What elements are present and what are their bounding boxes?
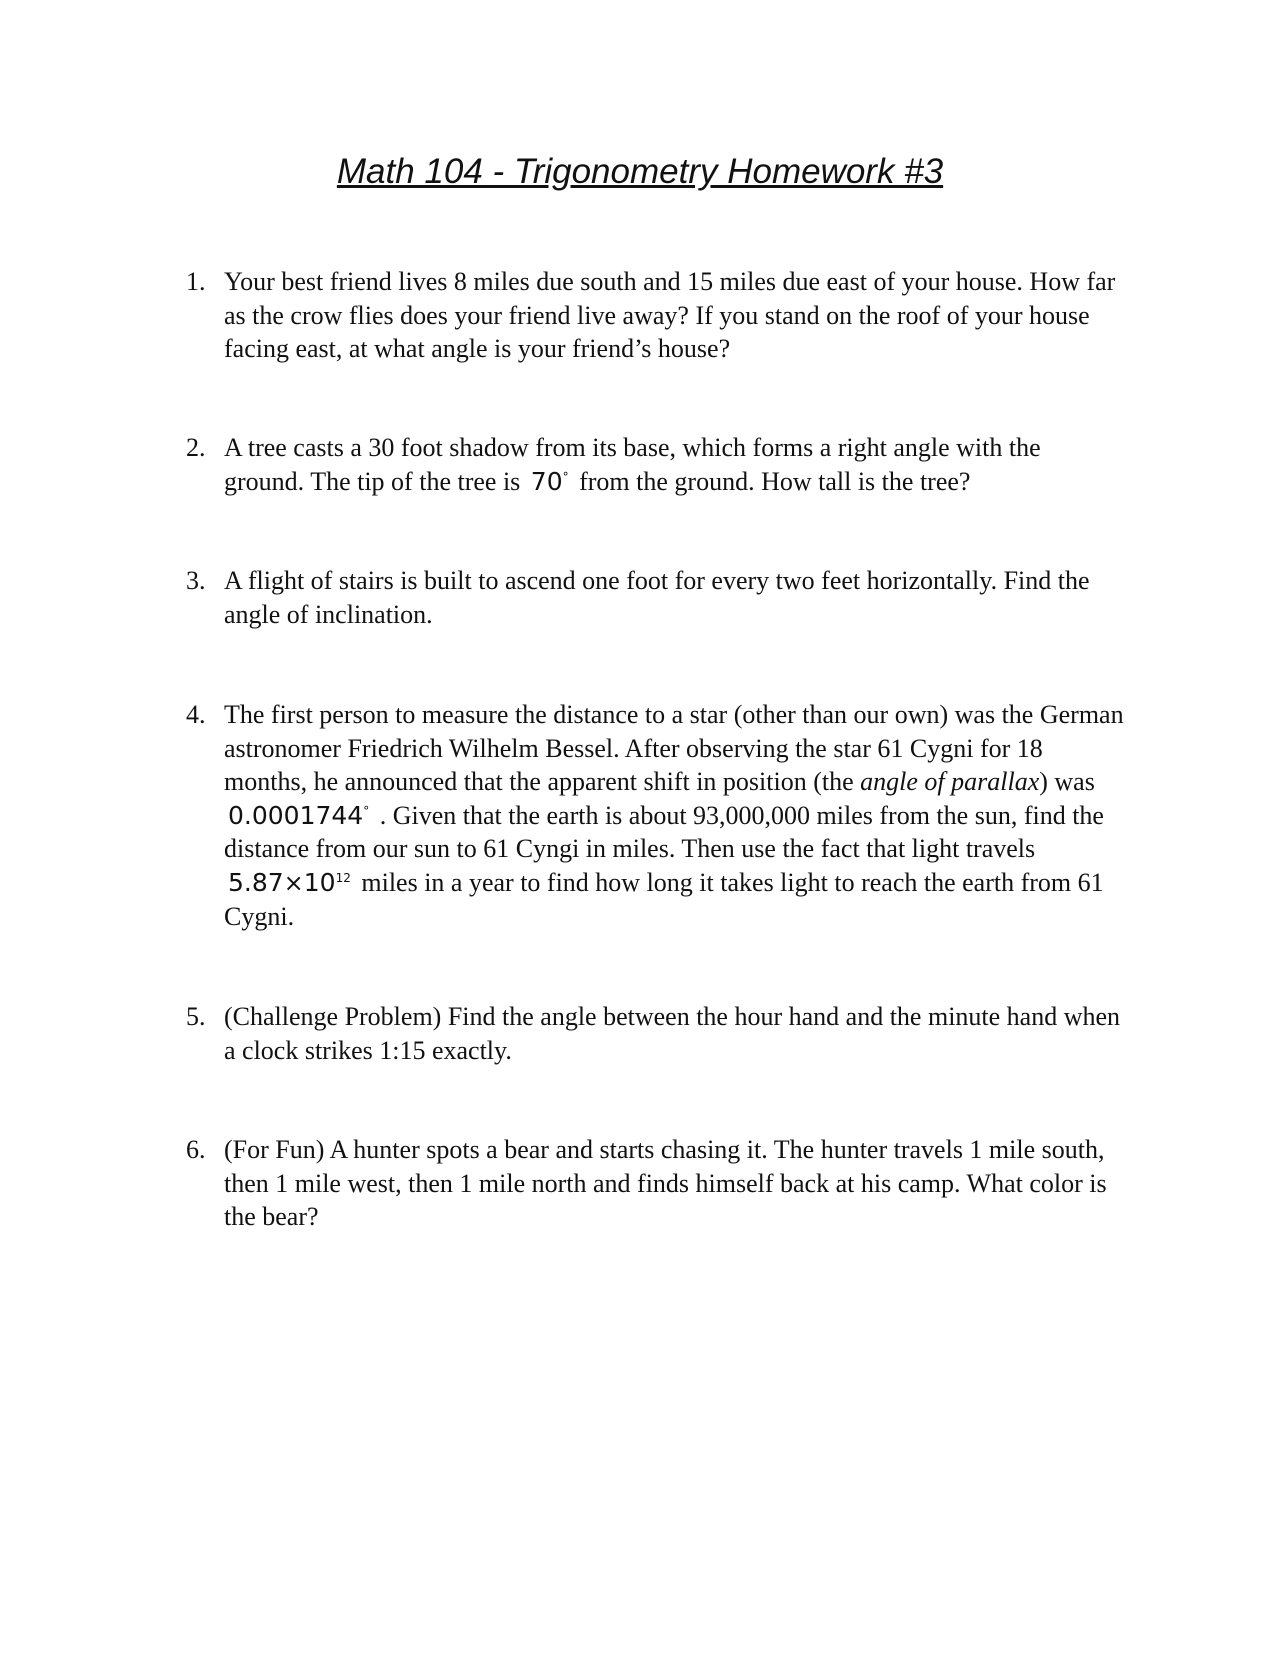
light-year-value xyxy=(228,868,351,897)
problem-text: A flight of stairs is built to ascend one foot for every two feet horizontally. Find the angle of inclination. xyxy=(224,566,1090,629)
problem-number: 6. xyxy=(186,1135,206,1164)
problem-item-6 xyxy=(186,1133,1126,1234)
problem-number: 4. xyxy=(186,700,206,729)
problem-text-part4: miles in a year to find how long it takes light to reach the earth from 61 Cygni. xyxy=(224,867,1104,931)
parallax-number: 0.0001744 xyxy=(228,800,364,830)
problem-number: 5. xyxy=(186,1002,206,1031)
document-title: Math 104 - Trigonometry Homework #3 xyxy=(336,152,944,191)
problem-number: 1. xyxy=(186,267,206,296)
problem-number: 3. xyxy=(186,566,206,595)
problem-text: (Challenge Problem) Find the angle between the hour hand and the minute hand when a clock strikes 1:15 exactly. xyxy=(224,1002,1121,1065)
degree-symbol: ° xyxy=(363,803,370,818)
problem-item-1 xyxy=(186,265,1126,366)
angle-value xyxy=(531,467,569,496)
problem-text-part3: . Given that the earth is about 93,000,000 miles from the sun, find the distance from our sun to 61 Cyngi in miles. Then use the fact that light travels xyxy=(224,800,1104,863)
base: 10 xyxy=(303,867,336,897)
problem-text-after: from the ground. How tall is the tree? xyxy=(579,466,971,496)
problem-text: Your best friend lives 8 miles due south and 15 miles due east of your house. How far as the crow flies does your friend live away? If you stand on the roof of your house facing east, at what angle is your friend’s house? xyxy=(224,267,1116,363)
problem-text: (For Fun) A hunter spots a bear and starts chasing it. The hunter travels 1 mile south, then 1 mile west, then 1 mile north and finds himself back at his camp. What color is the bear? xyxy=(224,1135,1107,1231)
angle-number: 70 xyxy=(530,466,563,496)
problem-item-2 xyxy=(186,431,1126,498)
times-symbol: × xyxy=(283,868,304,897)
mantissa: 5.87 xyxy=(228,867,284,897)
problem-item-3 xyxy=(186,564,1126,631)
problem-item-5 xyxy=(186,1000,1126,1067)
problem-number: 2. xyxy=(186,433,206,462)
problem-text xyxy=(224,431,1126,498)
degree-symbol: ° xyxy=(562,469,569,484)
problem-text xyxy=(224,698,1126,934)
exponent: 12 xyxy=(335,870,351,885)
italic-term: angle of parallax xyxy=(860,767,1040,796)
problem-item-4 xyxy=(186,698,1126,934)
problem-text-before: A tree casts a 30 foot shadow from its base, which forms a right angle with the ground. The tip of the tree is xyxy=(224,433,1041,496)
parallax-angle xyxy=(228,801,369,830)
problem-text-part1: The first person to measure the distance to a star (other than our own) was the German astronomer Friedrich Wilhelm Bessel. After observing the star 61 Cygni for 18 months, he announced that the apparent shift in position (the xyxy=(224,700,1124,796)
problem-text-part2: ) was xyxy=(1039,767,1095,796)
